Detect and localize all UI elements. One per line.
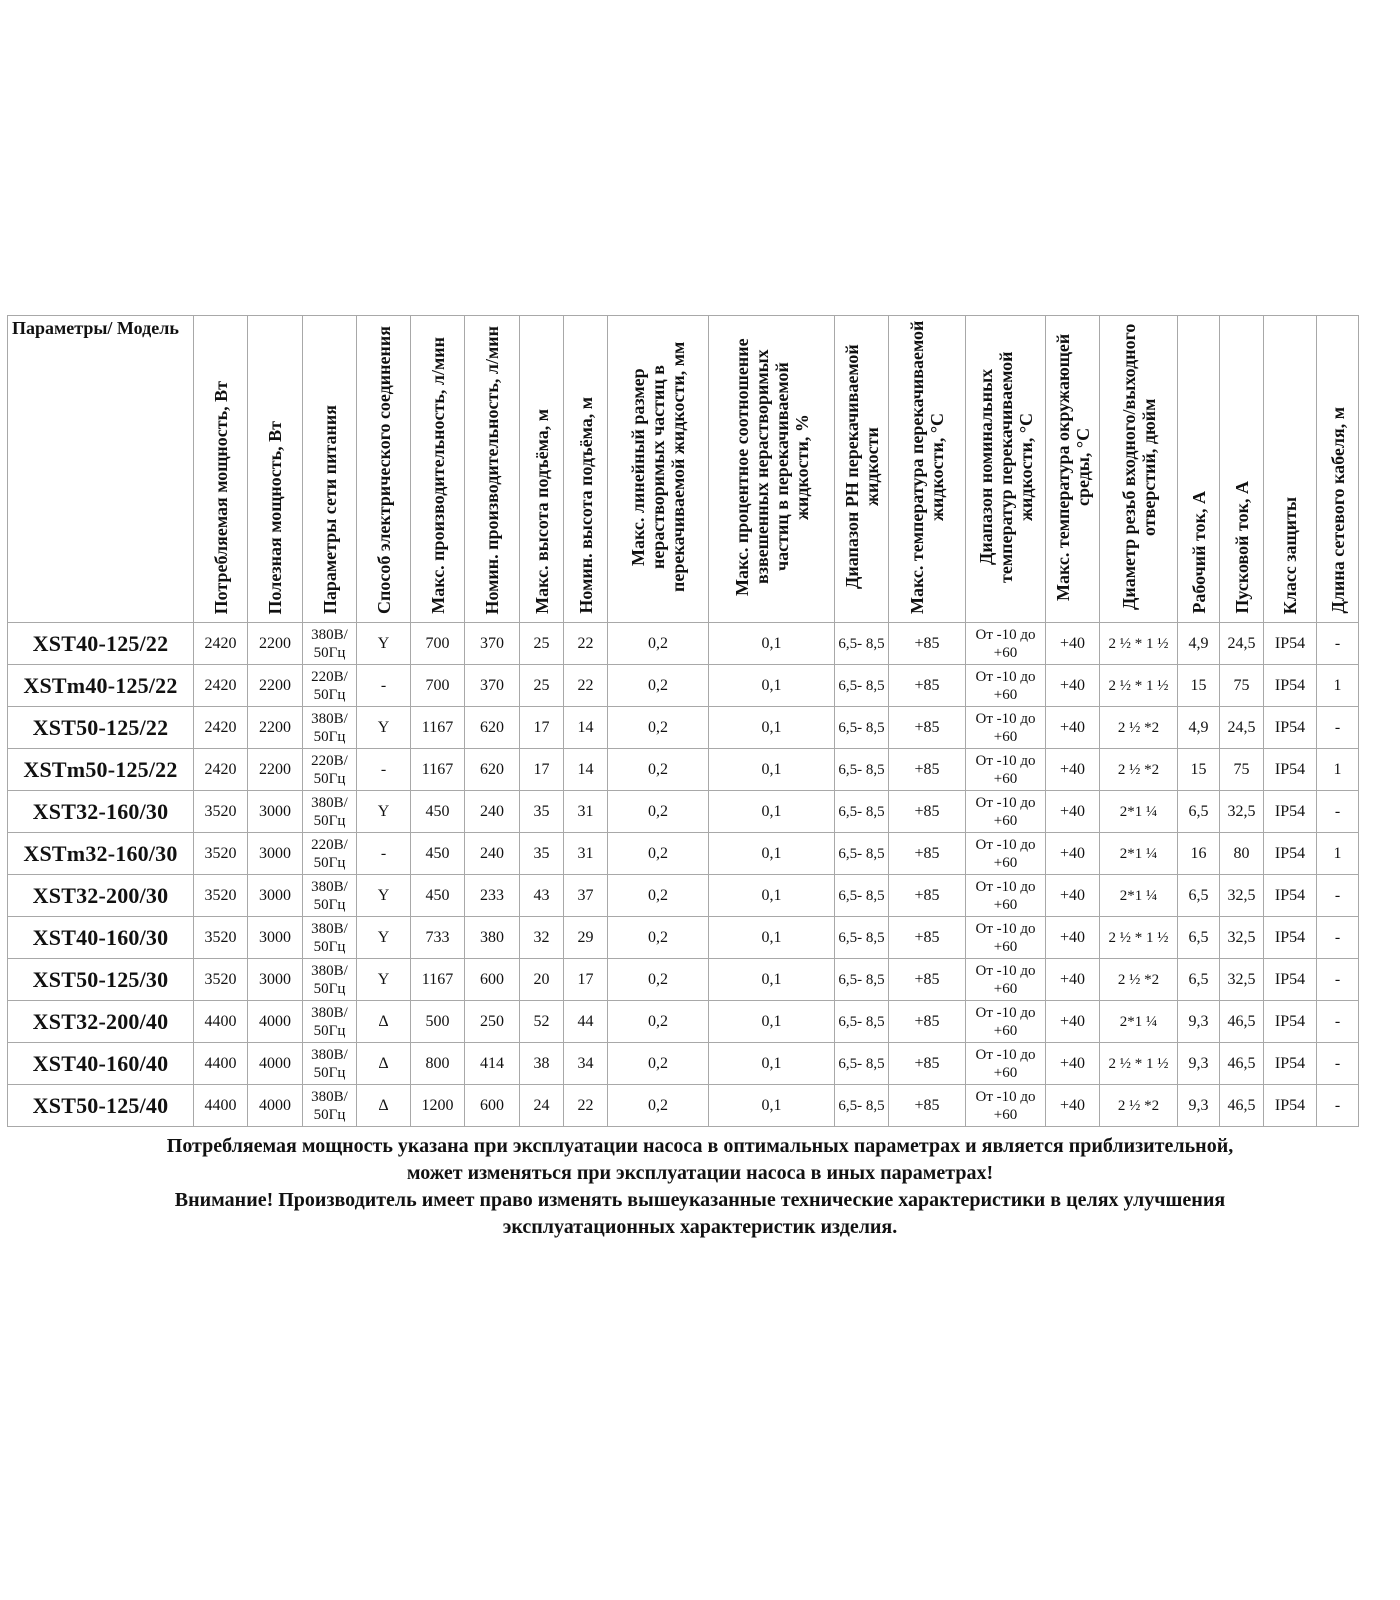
table-row (8, 1085, 1359, 1127)
table-cell: От -10 до +60 (966, 1085, 1046, 1127)
table-cell: IP54 (1264, 791, 1317, 833)
model-cell: XST50-125/30 (8, 959, 194, 1001)
table-cell: 0,2 (608, 833, 709, 875)
table-cell: 17 (520, 749, 564, 791)
table-cell: 0,1 (709, 959, 835, 1001)
table-cell: +85 (889, 1001, 966, 1043)
model-cell: XST40-125/22 (8, 623, 194, 665)
table-cell: 6,5- 8,5 (835, 959, 889, 1001)
table-cell: 2*1 ¼ (1100, 833, 1178, 875)
table-cell: 2200 (248, 749, 303, 791)
table-cell: 17 (564, 959, 608, 1001)
table-cell: 0,2 (608, 623, 709, 665)
table-cell: 6,5- 8,5 (835, 917, 889, 959)
table-cell: +85 (889, 917, 966, 959)
model-cell: XST50-125/40 (8, 1085, 194, 1127)
table-cell: 0,2 (608, 707, 709, 749)
table-cell: 380В/ 50Гц (303, 623, 357, 665)
header-cell (709, 316, 835, 623)
note-line-1: Потребляемая мощность указана при эксплуатации насоса в оптимальных параметрах и является приблизительной, (166, 1135, 1234, 1157)
table-cell: 75 (1220, 665, 1264, 707)
table-cell: +40 (1046, 833, 1100, 875)
table-cell: 24,5 (1220, 707, 1264, 749)
table-cell: Δ (357, 1001, 411, 1043)
table-cell: 6,5 (1178, 917, 1220, 959)
table-cell: От -10 до +60 (966, 791, 1046, 833)
table-cell: От -10 до +60 (966, 623, 1046, 665)
table-cell: 220В/ 50Гц (303, 749, 357, 791)
table-row (8, 749, 1359, 791)
table-cell: Δ (357, 1043, 411, 1085)
model-cell: XSTm32-160/30 (8, 833, 194, 875)
table-cell: IP54 (1264, 917, 1317, 959)
table-cell: +85 (889, 665, 966, 707)
table-cell: 2420 (194, 707, 248, 749)
table-cell: 1167 (411, 749, 465, 791)
table-cell: IP54 (1264, 1001, 1317, 1043)
note-line-4: эксплуатационных характеристик изделия. (502, 1216, 898, 1238)
table-cell: 75 (1220, 749, 1264, 791)
table-cell: IP54 (1264, 833, 1317, 875)
table-cell: - (1317, 623, 1359, 665)
table-cell: +85 (889, 749, 966, 791)
table-cell: 0,2 (608, 791, 709, 833)
table-cell: 4,9 (1178, 707, 1220, 749)
table-cell: - (357, 749, 411, 791)
table-cell: 240 (465, 791, 520, 833)
header-label: Макс. температура окружающей среды, °C (1052, 333, 1093, 601)
table-cell: 3520 (194, 959, 248, 1001)
table-cell: 220В/ 50Гц (303, 833, 357, 875)
table-cell: 2*1 ¼ (1100, 875, 1178, 917)
table-cell: 380В/ 50Гц (303, 1043, 357, 1085)
table-cell: 600 (465, 959, 520, 1001)
table-cell: +40 (1046, 623, 1100, 665)
table-cell: 370 (465, 665, 520, 707)
header-label: Номин. производительность, л/мин (482, 325, 502, 614)
table-cell: 35 (520, 791, 564, 833)
model-cell: XST40-160/30 (8, 917, 194, 959)
table-cell: Y (357, 875, 411, 917)
table-cell: 0,2 (608, 875, 709, 917)
table-cell: От -10 до +60 (966, 1043, 1046, 1085)
table-cell: От -10 до +60 (966, 707, 1046, 749)
header-cell (1264, 316, 1317, 623)
table-row (8, 707, 1359, 749)
header-label: Макс. линейный размер нерастворимых частиц в перекачиваемой жидкости, мм (628, 341, 688, 593)
table-cell: 4000 (248, 1001, 303, 1043)
table-cell: 14 (564, 707, 608, 749)
header-label: Диапазон номинальных температур перекачиваемой жидкости, °C (975, 351, 1036, 583)
table-cell: 380 (465, 917, 520, 959)
header-label: Диаметр резьб входного/выходного отверстий, дюйм (1118, 323, 1159, 611)
table-cell: +40 (1046, 1085, 1100, 1127)
table-cell: 380В/ 50Гц (303, 959, 357, 1001)
table-cell: 16 (1178, 833, 1220, 875)
table-cell: - (1317, 1001, 1359, 1043)
table-cell: IP54 (1264, 875, 1317, 917)
table-cell: +40 (1046, 1001, 1100, 1043)
table-cell: Y (357, 917, 411, 959)
header-label: Макс. производительность, л/мин (427, 337, 448, 614)
header-label: Способ электрического соединения (373, 326, 394, 614)
table-cell: 800 (411, 1043, 465, 1085)
table-cell: - (1317, 1043, 1359, 1085)
table-cell: 0,1 (709, 665, 835, 707)
table-cell: 0,1 (709, 833, 835, 875)
header-cell (1317, 316, 1359, 623)
table-cell: 22 (564, 1085, 608, 1127)
header-cell (303, 316, 357, 623)
table-cell: 31 (564, 833, 608, 875)
header-cell (835, 316, 889, 623)
header-cell (889, 316, 966, 623)
header-label: Макс. процентное соотношение взвешенных нерастворимых частиц в перекачиваемой жидкости, % (731, 338, 812, 596)
table-cell: 3520 (194, 917, 248, 959)
table-cell: 22 (564, 665, 608, 707)
table-cell: 35 (520, 833, 564, 875)
table-cell: IP54 (1264, 1085, 1317, 1127)
table-cell: 1167 (411, 707, 465, 749)
table-cell: 20 (520, 959, 564, 1001)
header-label: Пусковой ток, А (1231, 481, 1252, 614)
table-cell: 43 (520, 875, 564, 917)
table-cell: +85 (889, 623, 966, 665)
table-cell: +40 (1046, 707, 1100, 749)
table-cell: 370 (465, 623, 520, 665)
table-cell: 0,2 (608, 959, 709, 1001)
table-cell: IP54 (1264, 623, 1317, 665)
note-line-3: Внимание! Производитель имеет право изменять вышеуказанные технические характеристики в целях улучшения (174, 1189, 1226, 1211)
table-row (8, 665, 1359, 707)
table-cell: 1 (1317, 833, 1359, 875)
table-cell: +85 (889, 833, 966, 875)
table-cell: От -10 до +60 (966, 875, 1046, 917)
table-cell: 32 (520, 917, 564, 959)
table-cell: 2 ½ * 1 ½ (1100, 665, 1178, 707)
table-cell: 32,5 (1220, 791, 1264, 833)
table-cell: 9,3 (1178, 1001, 1220, 1043)
table-cell: 2420 (194, 749, 248, 791)
table-cell: 3000 (248, 917, 303, 959)
header-cell (194, 316, 248, 623)
table-cell: +40 (1046, 791, 1100, 833)
table-cell: 250 (465, 1001, 520, 1043)
table-cell: 46,5 (1220, 1085, 1264, 1127)
table-cell: 37 (564, 875, 608, 917)
table-cell: 414 (465, 1043, 520, 1085)
table-cell: 4400 (194, 1043, 248, 1085)
table-body (8, 623, 1359, 1127)
table-cell: 380В/ 50Гц (303, 917, 357, 959)
table-cell: 0,2 (608, 1085, 709, 1127)
table-cell: 4,9 (1178, 623, 1220, 665)
table-cell: +85 (889, 1043, 966, 1085)
table-cell: 4400 (194, 1001, 248, 1043)
table-cell: 1 (1317, 665, 1359, 707)
table-cell: От -10 до +60 (966, 1001, 1046, 1043)
header-cell (966, 316, 1046, 623)
table-row (8, 623, 1359, 665)
table-cell: 22 (564, 623, 608, 665)
table-row (8, 917, 1359, 959)
table-cell: - (1317, 1085, 1359, 1127)
table-cell: - (1317, 917, 1359, 959)
header-cell (1220, 316, 1264, 623)
table-cell: 44 (564, 1001, 608, 1043)
table-cell: 6,5 (1178, 959, 1220, 1001)
table-cell: 2200 (248, 623, 303, 665)
table-cell: +40 (1046, 665, 1100, 707)
header-cell (357, 316, 411, 623)
model-cell: XST32-160/30 (8, 791, 194, 833)
header-cell (608, 316, 709, 623)
table-cell: От -10 до +60 (966, 665, 1046, 707)
table-cell: 32,5 (1220, 917, 1264, 959)
table-cell: 4000 (248, 1043, 303, 1085)
table-cell: 0,1 (709, 1043, 835, 1085)
table-cell: 38 (520, 1043, 564, 1085)
table-cell: 380В/ 50Гц (303, 1001, 357, 1043)
table-cell: 32,5 (1220, 959, 1264, 1001)
table-row (8, 875, 1359, 917)
table-row (8, 791, 1359, 833)
header-label: Макс. температура перекачиваемой жидкости, °C (907, 320, 947, 614)
table-cell: 6,5- 8,5 (835, 791, 889, 833)
table-row (8, 833, 1359, 875)
model-cell: XST32-200/30 (8, 875, 194, 917)
note-line-2: может изменяться при эксплуатации насоса в иных параметрах! (406, 1162, 994, 1184)
table-cell: От -10 до +60 (966, 917, 1046, 959)
table-cell: 6,5- 8,5 (835, 1085, 889, 1127)
table-cell: 2200 (248, 665, 303, 707)
table-cell: 620 (465, 707, 520, 749)
table-cell: 450 (411, 875, 465, 917)
table-cell: 46,5 (1220, 1043, 1264, 1085)
table-cell: 380В/ 50Гц (303, 791, 357, 833)
table-cell: 0,2 (608, 917, 709, 959)
table-cell: 2420 (194, 665, 248, 707)
table-cell: 3520 (194, 875, 248, 917)
table-cell: IP54 (1264, 707, 1317, 749)
table-cell: 3000 (248, 791, 303, 833)
table-cell: 6,5- 8,5 (835, 875, 889, 917)
table-cell: +85 (889, 791, 966, 833)
table-cell: IP54 (1264, 665, 1317, 707)
table-cell: 240 (465, 833, 520, 875)
table-cell: От -10 до +60 (966, 959, 1046, 1001)
table-cell: 0,1 (709, 707, 835, 749)
table-cell: 29 (564, 917, 608, 959)
model-cell: XSTm50-125/22 (8, 749, 194, 791)
table-cell: 700 (411, 623, 465, 665)
header-label: Потребляемая мощность, Вт (210, 380, 231, 614)
table-cell: 6,5- 8,5 (835, 665, 889, 707)
table-cell: 24 (520, 1085, 564, 1127)
table-cell: IP54 (1264, 1043, 1317, 1085)
table-cell: 620 (465, 749, 520, 791)
table-cell: 0,1 (709, 917, 835, 959)
footnotes (0, 1133, 1400, 1241)
table-cell: 80 (1220, 833, 1264, 875)
header-label: Диапазон PH перекачиваемой жидкости (841, 344, 882, 590)
table-cell: 6,5- 8,5 (835, 707, 889, 749)
table-cell: 0,2 (608, 1043, 709, 1085)
table-cell: 6,5 (1178, 791, 1220, 833)
table-cell: 52 (520, 1001, 564, 1043)
table-cell: 34 (564, 1043, 608, 1085)
table-cell: 1200 (411, 1085, 465, 1127)
header-label: Рабочий ток, А (1188, 491, 1209, 614)
header-cell (520, 316, 564, 623)
table-cell: 9,3 (1178, 1085, 1220, 1127)
table-cell: 4000 (248, 1085, 303, 1127)
header-cell (465, 316, 520, 623)
table-cell: - (1317, 707, 1359, 749)
model-cell: XST50-125/22 (8, 707, 194, 749)
table-cell: 25 (520, 623, 564, 665)
table-row (8, 959, 1359, 1001)
table-cell: 6,5- 8,5 (835, 623, 889, 665)
table-cell: 6,5- 8,5 (835, 833, 889, 875)
spec-table (7, 315, 1359, 1127)
header-label: Номин. высота подъёма, м (575, 397, 596, 614)
table-cell: 6,5- 8,5 (835, 1001, 889, 1043)
table-cell: - (357, 833, 411, 875)
table-cell: +85 (889, 707, 966, 749)
table-cell: +85 (889, 959, 966, 1001)
table-cell: 14 (564, 749, 608, 791)
table-cell: Y (357, 791, 411, 833)
table-cell: +40 (1046, 1043, 1100, 1085)
table-cell: IP54 (1264, 749, 1317, 791)
table-cell: 0,2 (608, 665, 709, 707)
table-cell: 0,1 (709, 749, 835, 791)
table-cell: 450 (411, 791, 465, 833)
table-cell: +40 (1046, 917, 1100, 959)
table-cell: 500 (411, 1001, 465, 1043)
table-cell: 220В/ 50Гц (303, 665, 357, 707)
table-cell: 3000 (248, 875, 303, 917)
table-cell: +85 (889, 1085, 966, 1127)
table-cell: - (1317, 875, 1359, 917)
model-cell: XST40-160/40 (8, 1043, 194, 1085)
table-cell: Δ (357, 1085, 411, 1127)
table-cell: 2 ½ * 1 ½ (1100, 917, 1178, 959)
table-cell: 0,1 (709, 623, 835, 665)
table-cell: 3520 (194, 833, 248, 875)
table-cell: - (357, 665, 411, 707)
table-cell: 0,2 (608, 749, 709, 791)
table-cell: - (1317, 791, 1359, 833)
table-cell: 233 (465, 875, 520, 917)
header-label: Параметры сети питания (319, 404, 340, 614)
table-cell: 9,3 (1178, 1043, 1220, 1085)
table-cell: 450 (411, 833, 465, 875)
header-label: Макс. высота подъёма, м (531, 409, 552, 614)
table-cell: 2 ½ *2 (1100, 749, 1178, 791)
table-cell: 1167 (411, 959, 465, 1001)
table-cell: 6,5- 8,5 (835, 749, 889, 791)
table-cell: +40 (1046, 749, 1100, 791)
table-cell: 2 ½ *2 (1100, 1085, 1178, 1127)
header-label: Длина сетевого кабеля, м (1327, 407, 1348, 614)
table-cell: 380В/ 50Гц (303, 707, 357, 749)
table-cell: 2*1 ¼ (1100, 791, 1178, 833)
table-cell: От -10 до +60 (966, 749, 1046, 791)
table-cell: 2 ½ *2 (1100, 959, 1178, 1001)
table-cell: +40 (1046, 959, 1100, 1001)
table-cell: Y (357, 959, 411, 1001)
table-cell: 17 (520, 707, 564, 749)
table-cell: IP54 (1264, 959, 1317, 1001)
table-cell: 15 (1178, 665, 1220, 707)
header-cell (1046, 316, 1100, 623)
table-cell: 380В/ 50Гц (303, 1085, 357, 1127)
header-label: Класс защиты (1280, 496, 1300, 614)
table-cell: 24,5 (1220, 623, 1264, 665)
table-row (8, 1043, 1359, 1085)
table-cell: 32,5 (1220, 875, 1264, 917)
table-cell: 0,1 (709, 1085, 835, 1127)
table-row (8, 1001, 1359, 1043)
table-cell: 1 (1317, 749, 1359, 791)
table-cell: 25 (520, 665, 564, 707)
header-cell-model: Параметры/ Модель (8, 316, 194, 623)
table-cell: 600 (465, 1085, 520, 1127)
header-label: Полезная мощность, Вт (265, 420, 285, 614)
table-cell: Y (357, 623, 411, 665)
table-cell: 2 ½ * 1 ½ (1100, 1043, 1178, 1085)
table-cell: 6,5 (1178, 875, 1220, 917)
table-cell: 2*1 ¼ (1100, 1001, 1178, 1043)
model-cell: XST32-200/40 (8, 1001, 194, 1043)
header-cell (1178, 316, 1220, 623)
table-cell: 3520 (194, 791, 248, 833)
table-cell: 0,1 (709, 791, 835, 833)
table-cell: 3000 (248, 959, 303, 1001)
table-cell: Y (357, 707, 411, 749)
table-cell: 0,1 (709, 1001, 835, 1043)
table-cell: 380В/ 50Гц (303, 875, 357, 917)
table-cell: +85 (889, 875, 966, 917)
table-cell: 6,5- 8,5 (835, 1043, 889, 1085)
table-cell: 2200 (248, 707, 303, 749)
table-cell: 2420 (194, 623, 248, 665)
table-cell: +40 (1046, 875, 1100, 917)
table-cell: 46,5 (1220, 1001, 1264, 1043)
table-cell: 2 ½ * 1 ½ (1100, 623, 1178, 665)
table-cell: 4400 (194, 1085, 248, 1127)
table-cell: 700 (411, 665, 465, 707)
header-cell (1100, 316, 1178, 623)
table-cell: 31 (564, 791, 608, 833)
header-row (8, 316, 1359, 623)
table-cell: - (1317, 959, 1359, 1001)
table-cell: 15 (1178, 749, 1220, 791)
table-cell: 0,2 (608, 1001, 709, 1043)
header-cell (564, 316, 608, 623)
header-cell (248, 316, 303, 623)
table-cell: От -10 до +60 (966, 833, 1046, 875)
table-cell: 2 ½ *2 (1100, 707, 1178, 749)
model-cell: XSTm40-125/22 (8, 665, 194, 707)
header-cell (411, 316, 465, 623)
table-cell: 733 (411, 917, 465, 959)
table-cell: 3000 (248, 833, 303, 875)
table-cell: 0,1 (709, 875, 835, 917)
